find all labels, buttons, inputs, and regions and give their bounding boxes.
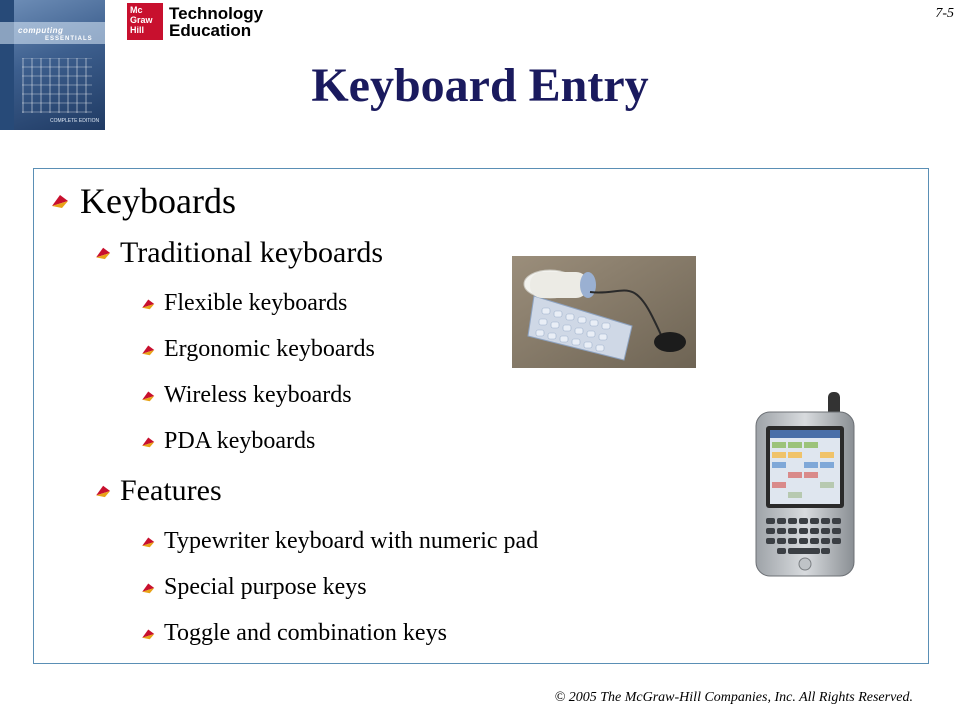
pda-photo — [752, 392, 862, 582]
bullet-text: PDA keyboards — [164, 428, 316, 454]
bullet-level-3 — [140, 336, 375, 363]
copyright-footer: © 2005 The McGraw-Hill Companies, Inc. All Rights Reserved. — [554, 690, 913, 705]
bullet-level-3 — [140, 428, 315, 455]
bullet-text: Typewriter keyboard with numeric pad — [164, 528, 539, 554]
page-number: 7-5 — [935, 6, 954, 21]
arrow-bullet-icon — [50, 193, 72, 209]
bullet-text: Keyboards — [80, 181, 236, 221]
bullet-text: Wireless keyboards — [164, 382, 352, 408]
cover-title: computing — [18, 26, 64, 35]
bullet-level-3 — [140, 290, 347, 317]
mcgraw-hill-logo-icon: Mc Graw Hill — [127, 3, 163, 40]
arrow-bullet-icon — [140, 344, 158, 356]
arrow-bullet-icon — [94, 484, 114, 498]
arrow-bullet-icon — [140, 298, 158, 310]
arrow-bullet-icon — [140, 628, 158, 640]
cover-subtitle: ESSENTIALS — [45, 36, 93, 42]
arrow-bullet-icon — [140, 582, 158, 594]
slide-title: Keyboard Entry — [311, 59, 649, 112]
arrow-bullet-icon — [140, 390, 158, 402]
cover-edition: COMPLETE EDITION — [50, 118, 100, 124]
arrow-bullet-icon — [140, 536, 158, 548]
bullet-text: Traditional keyboards — [120, 236, 384, 269]
bullet-level-2 — [94, 474, 222, 508]
bullet-level-3 — [140, 382, 352, 409]
bullet-level-1 — [50, 180, 236, 222]
publisher-logo — [127, 3, 263, 40]
bullet-text: Ergonomic keyboards — [164, 336, 375, 362]
bullet-level-2 — [94, 236, 383, 270]
arrow-bullet-icon — [94, 246, 114, 260]
arrow-bullet-icon — [140, 436, 158, 448]
publisher-name: Technology Education — [169, 3, 264, 40]
bullet-level-3 — [140, 620, 447, 647]
bullet-text: Features — [120, 474, 222, 507]
flexible-keyboard-photo — [512, 256, 696, 368]
bullet-text: Special purpose keys — [164, 574, 367, 600]
bullet-level-3 — [140, 574, 367, 601]
bullet-level-3 — [140, 528, 538, 555]
bullet-text: Flexible keyboards — [164, 290, 348, 316]
bullet-text: Toggle and combination keys — [164, 620, 447, 646]
